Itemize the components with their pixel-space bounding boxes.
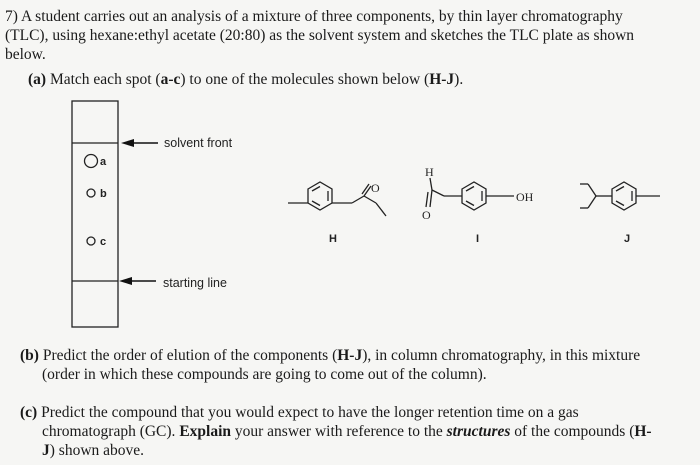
part-b-label: (b) bbox=[20, 347, 39, 364]
part-c-structures: structures bbox=[446, 423, 511, 440]
part-a-text-after: ). bbox=[454, 71, 464, 88]
molecule-j bbox=[580, 182, 660, 210]
molecule-h-atom-o: O bbox=[371, 181, 380, 195]
part-c-line-2 bbox=[20, 422, 698, 441]
spot-c bbox=[85, 155, 98, 168]
solvent-front-arrow-head bbox=[121, 139, 134, 147]
solvent-front-label: solvent front bbox=[164, 136, 233, 150]
spot-b-label: b bbox=[100, 188, 107, 200]
molecule-h-label: H bbox=[329, 233, 337, 245]
starting-line-label: starting line bbox=[163, 276, 227, 290]
part-a-spots-ref: a-c bbox=[160, 71, 181, 88]
part-b-ref: H-J bbox=[337, 347, 363, 364]
part-b-line1-after: ), in column chromatography, in this mixture bbox=[362, 347, 641, 364]
intro-text-1: A student carries out an analysis of a mixture of three components, by thin layer chromatography bbox=[20, 8, 623, 25]
tlc-plate bbox=[72, 101, 118, 327]
part-c-ref-part1: H- bbox=[634, 423, 652, 440]
part-c-line2-before: chromatograph (GC). bbox=[42, 423, 180, 440]
part-c-ref-part2: J bbox=[42, 442, 50, 459]
part-a-text-before: Match each spot ( bbox=[49, 71, 161, 88]
part-c-label: (c) bbox=[20, 404, 38, 421]
spot-b bbox=[87, 189, 95, 197]
part-c-line-1 bbox=[20, 403, 698, 422]
question-number: 7) bbox=[5, 8, 18, 25]
part-c-line3-after: ) shown above. bbox=[49, 442, 145, 459]
spot-a-label: c bbox=[100, 236, 107, 248]
part-b-prompt bbox=[20, 346, 695, 384]
part-a-label: (a) bbox=[28, 71, 47, 88]
part-b-line1-before: Predict the order of elution of the components ( bbox=[42, 347, 338, 364]
molecule-i-atom-h: H bbox=[425, 165, 434, 179]
intro-line-3: below. bbox=[5, 46, 46, 63]
spot-c-label: a bbox=[100, 156, 107, 168]
part-a-molecules-ref: H-J bbox=[429, 71, 455, 88]
molecule-i bbox=[426, 178, 514, 210]
molecule-i-label: I bbox=[476, 233, 480, 245]
part-c-line1: Predict the compound that you would expect to have the longer retention time on a gas bbox=[41, 404, 579, 421]
part-c-line2-after: of the compounds ( bbox=[510, 423, 635, 440]
molecule-j-label: J bbox=[624, 233, 631, 245]
molecule-i-atom-o: O bbox=[422, 208, 431, 222]
part-c-explain: Explain bbox=[179, 423, 232, 440]
part-a-text-middle: ) to one of the molecules shown below ( bbox=[180, 71, 430, 88]
part-c-line-3 bbox=[20, 441, 698, 460]
part-c-line2-middle: your answer with reference to the bbox=[231, 423, 447, 440]
part-b-line-2: (order in which these compounds are going to come out of the column). bbox=[42, 366, 487, 383]
intro-line-2: (TLC), using hexane:ethyl acetate (20:80) as the solvent system and sketches the TLC plate as shown bbox=[5, 27, 635, 44]
spot-a bbox=[87, 237, 95, 245]
starting-line-arrow-head bbox=[119, 277, 132, 285]
part-c-prompt bbox=[20, 403, 698, 460]
part-b-line-1 bbox=[20, 346, 695, 365]
molecule-i-atom-oh: OH bbox=[516, 190, 534, 204]
